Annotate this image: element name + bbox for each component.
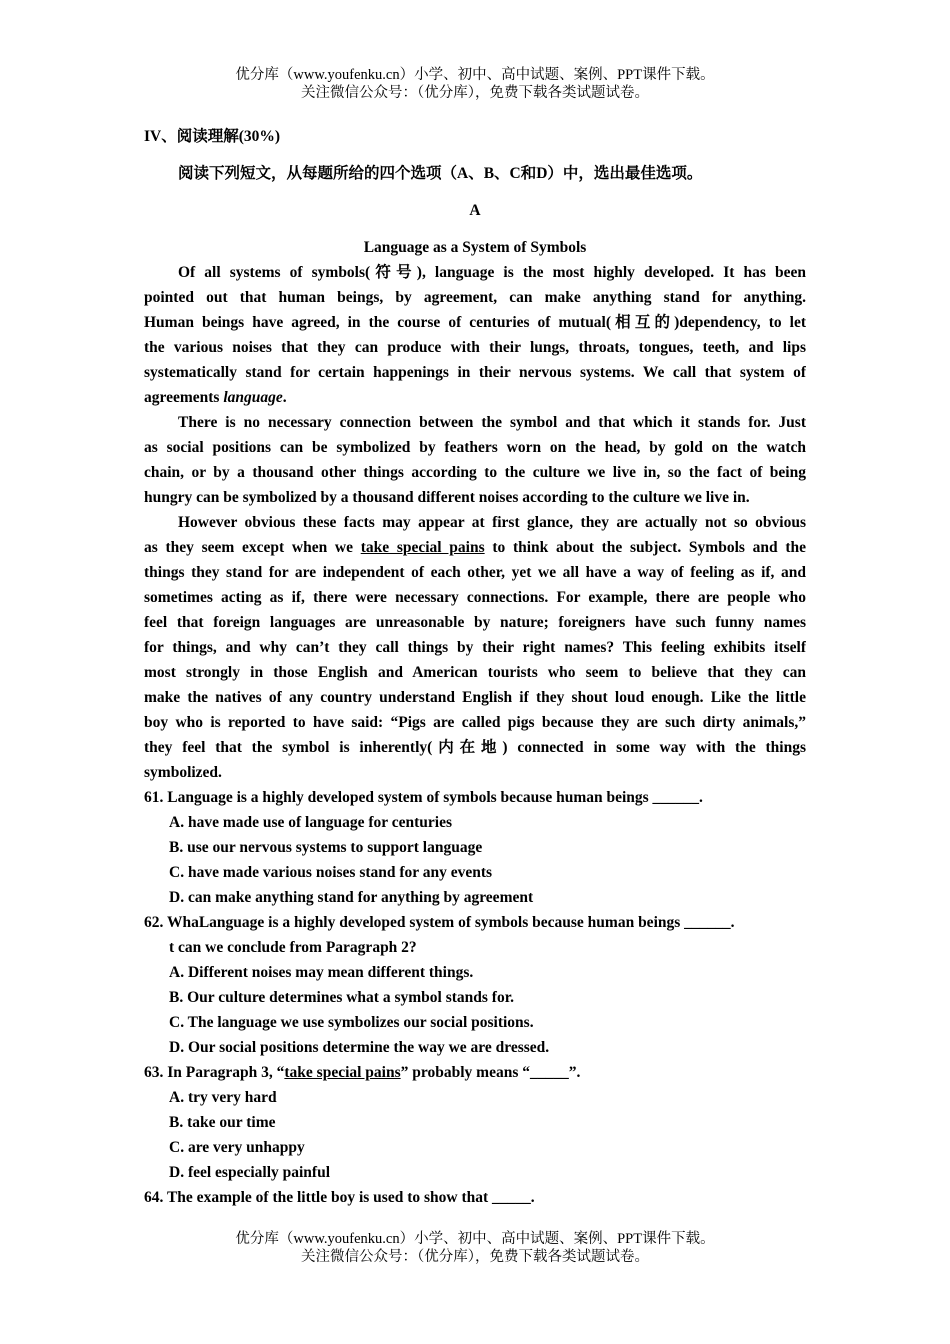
p3-line: make the natives of any country understand English if they shout loud enough. Like the little [144, 689, 806, 706]
option-a: A. Different noises may mean different things. [169, 964, 474, 981]
underlined-phrase: take special pains [360, 539, 485, 556]
p1-italic-word: language [223, 389, 283, 406]
stem-text: 63. In Paragraph 3, “ [144, 1064, 285, 1081]
p3-text: to think about the subject. Symbols and the [484, 539, 806, 556]
p2-line: hungry can be symbolized by a thousand different noises according to the culture we live in. [144, 489, 750, 506]
p1-line: the various noises that they can produce with their lungs, throats, tongues, teeth, and lips [144, 339, 806, 356]
p3-line: sometimes acting as if, there were necessary connections. For example, there are people who [144, 589, 806, 606]
paragraph-2 [144, 410, 806, 510]
passage-label: A [469, 202, 481, 219]
p1-text: agreements [144, 389, 224, 406]
p3-line: things they stand for are independent of each other, yet we all have a way of feeling as if, and [144, 564, 806, 581]
p3-line: they feel that the symbol is inherently(内在地) connected in some way with the things [144, 739, 806, 756]
page-header [0, 66, 950, 102]
p1-line: Human beings have agreed, in the course of centuries of mutual(相互的)dependency, to let [144, 314, 806, 331]
option-a: A. have made use of language for centuries [169, 814, 452, 831]
option-d: D. Our social positions determine the way we are dressed. [169, 1039, 550, 1056]
p3-line: feel that foreign languages are unreasonable by nature; foreigners have such funny names [144, 614, 806, 631]
header-line-2: 关注微信公众号：（优分库），免费下载各类试题试卷。 [301, 85, 649, 101]
p1-line [144, 385, 806, 410]
p3-line [144, 535, 806, 560]
option-c: C. The language we use symbolizes our social positions. [169, 1014, 534, 1031]
section-title: IV、阅读理解(30%) [144, 128, 281, 145]
exam-content [144, 124, 806, 1210]
question-63 [144, 1060, 806, 1185]
question-stem: 62. WhaLanguage is a highly developed system of symbols because human beings ______. [144, 914, 735, 931]
p2-line: as social positions can be symbolized by feathers worn on the head, by gold on the watch [144, 439, 806, 456]
stem-text: ”. [568, 1064, 581, 1081]
answer-blank: _____ [529, 1064, 569, 1081]
stem-text: ” probably means “ [400, 1064, 530, 1081]
p3-line: symbolized. [144, 764, 222, 781]
question-61 [144, 785, 806, 910]
p1-line: Of all systems of symbols(符号), language is the most highly developed. It has been [178, 264, 806, 281]
paragraph-1 [144, 260, 806, 410]
question-stem: 61. Language is a highly developed system of symbols because human beings ______. [144, 789, 703, 806]
option-b: B. Our culture determines what a symbol stands for. [169, 989, 515, 1006]
option-d: D. can make anything stand for anything by agreement [169, 889, 534, 906]
question-62 [144, 910, 806, 1060]
p3-line: However obvious these facts may appear at first glance, they are actually not so obvious [178, 514, 806, 531]
instruction: 阅读下列短文，从每题所给的四个选项（A、B、C和D）中，选出最佳选项。 [178, 165, 703, 182]
option-b: B. take our time [169, 1114, 276, 1131]
p1-line: systematically stand for certain happenings in their nervous systems. We call that system of [144, 364, 806, 381]
p1-line: pointed out that human beings, by agreement, can make anything stand for anything. [144, 289, 806, 306]
question-stem-continued: t can we conclude from Paragraph 2? [169, 939, 417, 956]
question-stem [144, 1060, 806, 1085]
question-64 [144, 1185, 806, 1210]
option-c: C. are very unhappy [169, 1139, 305, 1156]
question-stem: 64. The example of the little boy is used to show that _____. [144, 1189, 535, 1206]
page-footer [0, 1230, 950, 1266]
p1-text: . [282, 389, 287, 406]
p2-line: There is no necessary connection between the symbol and that which it stands for. Just [178, 414, 806, 431]
p3-text: as they seem except when we [144, 539, 361, 556]
option-c: C. have made various noises stand for any events [169, 864, 493, 881]
p3-line: most strongly in those English and American tourists who seem to believe that they can [144, 664, 806, 681]
passage-title: Language as a System of Symbols [363, 239, 587, 256]
paragraph-3 [144, 510, 806, 785]
underlined-phrase: take special pains [284, 1064, 401, 1081]
footer-line-1: 优分库（www.youfenku.cn）小学、初中、高中试题、案例、PPT课件下载。 [235, 1231, 715, 1247]
option-a: A. try very hard [169, 1089, 277, 1106]
header-line-1: 优分库（www.youfenku.cn）小学、初中、高中试题、案例、PPT课件下载。 [235, 67, 715, 83]
option-d: D. feel especially painful [169, 1164, 331, 1181]
p3-line: boy who is reported to have said: “Pigs are called pigs because they are such dirty animals,” [144, 714, 806, 731]
p3-line: for things, and why can’t they call things by their right names? This feeling exhibits itself [144, 639, 806, 656]
p2-line: chain, or by a thousand other things according to the culture we live in, so the fact of being [144, 464, 806, 481]
footer-line-2: 关注微信公众号：（优分库），免费下载各类试题试卷。 [301, 1249, 649, 1265]
option-b: B. use our nervous systems to support language [169, 839, 483, 856]
